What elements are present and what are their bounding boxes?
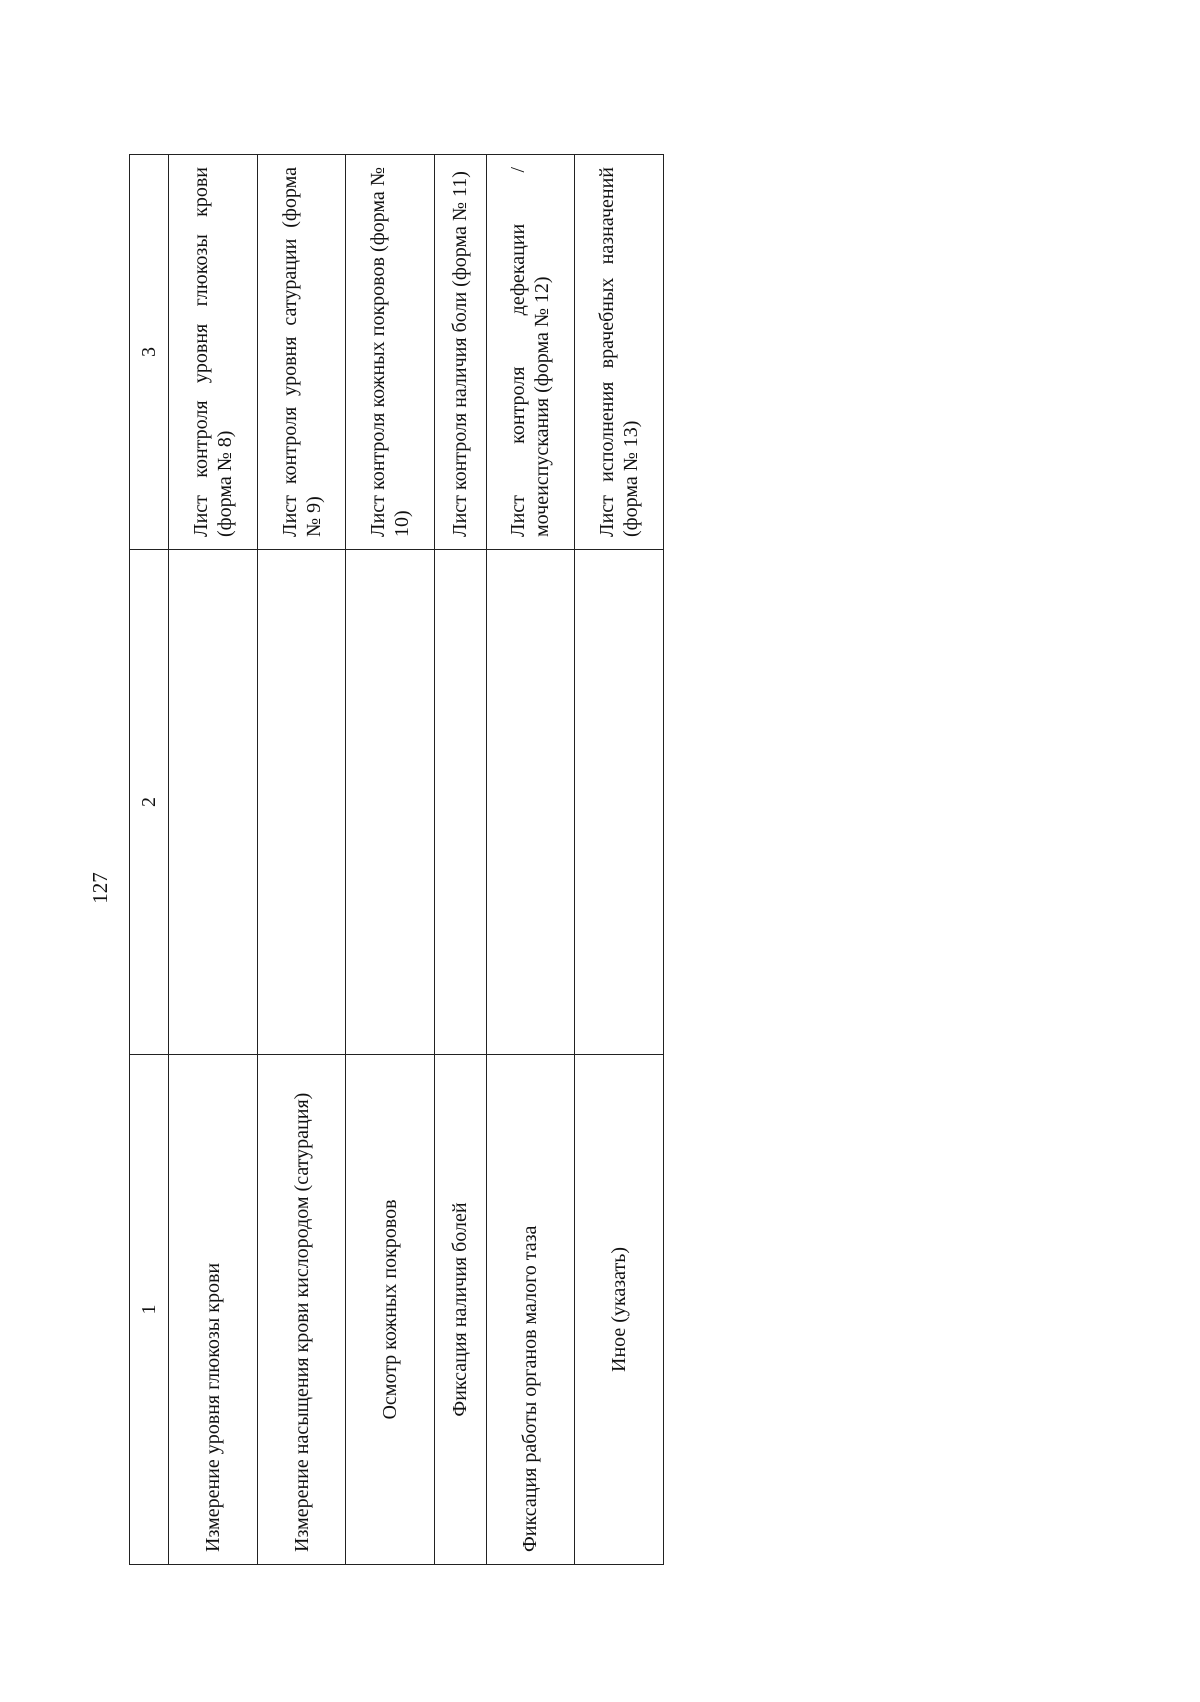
table-row xyxy=(575,155,664,1565)
table-row xyxy=(435,155,486,1565)
notes-cell xyxy=(169,550,258,1055)
form-cell: Лист контроля уровня сатурации (форма № 9) xyxy=(257,155,346,550)
procedure-cell: Фиксация наличия болей xyxy=(435,1055,486,1565)
form-cell: Лист контроля уровня глюкозы крови (форма № 8) xyxy=(169,155,258,550)
data-table xyxy=(129,154,664,1565)
column-header-1: 1 xyxy=(130,1055,169,1565)
notes-cell xyxy=(435,550,486,1055)
procedure-cell: Измерение насыщения крови кислородом (сатурация) xyxy=(257,1055,346,1565)
notes-cell xyxy=(486,550,575,1055)
table-header-row xyxy=(130,155,169,1565)
column-header-3: 3 xyxy=(130,155,169,550)
procedure-cell: Измерение уровня глюкозы крови xyxy=(169,1055,258,1565)
notes-cell xyxy=(346,550,435,1055)
procedure-cell: Фиксация работы органов малого таза xyxy=(486,1055,575,1565)
form-cell: Лист контроля кожных покровов (форма № 10) xyxy=(346,155,435,550)
procedure-cell: Осмотр кожных покровов xyxy=(346,1055,435,1565)
form-cell: Лист контроля дефекации /мочеиспускания (форма № 12) xyxy=(486,155,575,550)
table-row xyxy=(257,155,346,1565)
table-row xyxy=(346,155,435,1565)
table-container xyxy=(129,155,664,1565)
table-row xyxy=(486,155,575,1565)
table-row xyxy=(169,155,258,1565)
notes-cell xyxy=(575,550,664,1055)
form-cell: Лист исполнения врачебных назначений (форма № 13) xyxy=(575,155,664,550)
notes-cell xyxy=(257,550,346,1055)
procedure-cell: Иное (указать) xyxy=(575,1055,664,1565)
column-header-2: 2 xyxy=(130,550,169,1055)
form-cell: Лист контроля наличия боли (форма № 11) xyxy=(435,155,486,550)
page-number: 127 xyxy=(88,872,112,904)
